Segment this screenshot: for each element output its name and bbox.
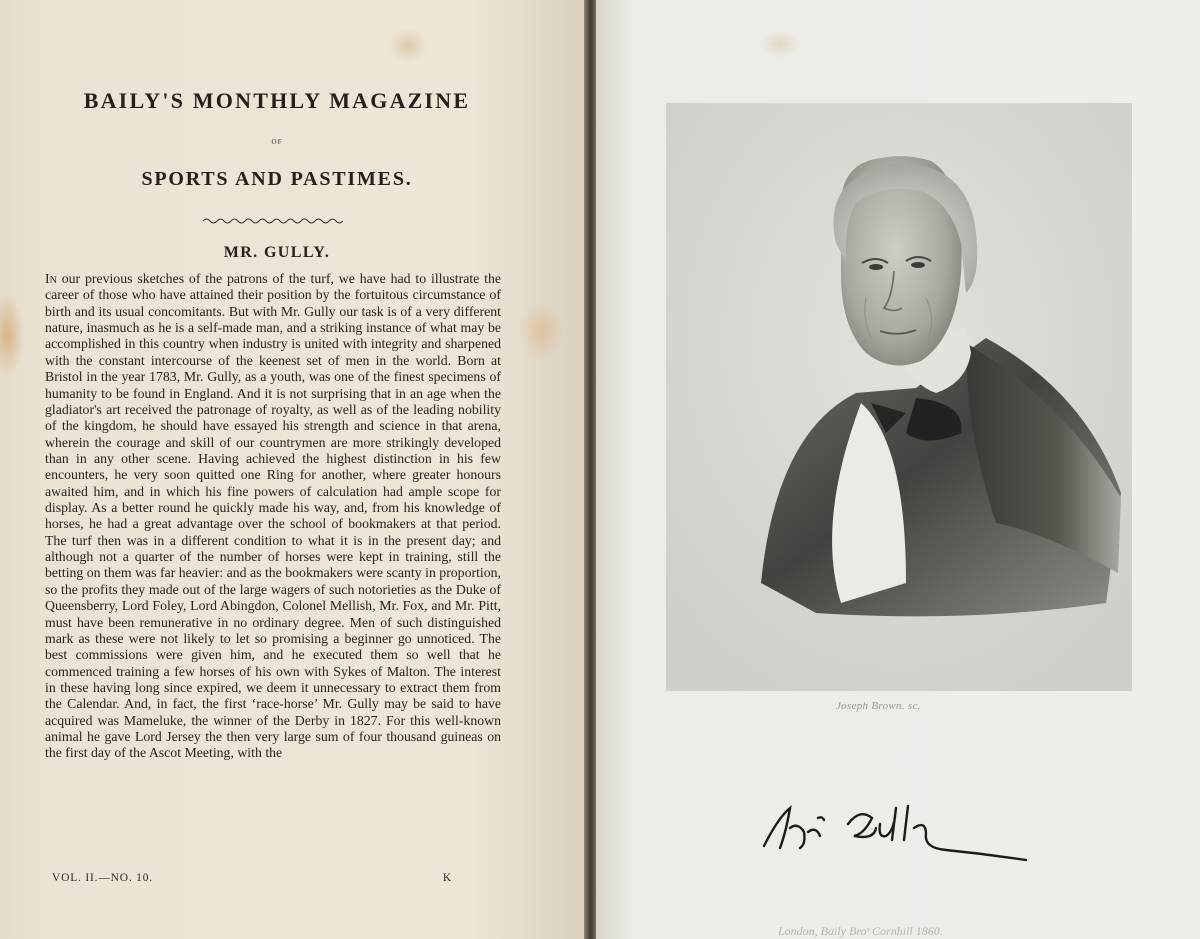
foxing-stain <box>0 292 24 378</box>
signature-mark: K <box>442 872 452 884</box>
handwritten-signature <box>756 788 1036 868</box>
foxing-stain <box>388 28 428 62</box>
article-body-text: our previous sketches of the patrons of the turf, we have had to illustrate the career of those who have attained their position by the fortuitous circumstance of birth and its usual concomitants. But with Mr. Gully our task is of a very different nature, inasmuch as he is a self-made man, and a striking instance of what may be accomplished in this country when industry is united with integrity and sharpened with the constant intercourse of the keenest set of men in the world. Born at Bristol in the year 1783, Mr. Gully, as a youth, was one of the finest specimens of humanity to be found in England. And it is not surprising that in an age when the gladiator's art received the patronage of royalty, as well as of the leading nobility of the kingdom, he should have essayed his strength and science in that arena, wherein the courage and skill of our countrymen are more strikingly developed than in any other scene. Having achieved the highest distinction in his few encounters, he very soon quitted one Ring for another, where greater honours awaited him, and in which his fine powers of calculation had ample scope for display. As a better round he quickly made his way, and, from his knowledge of horses, he had a great advantage over the school of bookmakers at that period. The turf then was in a different condition to what it is in the present day; and although not a quarter of the number of horses were kept in training, still the betting on them was far heavier: and as the bookmakers were scanty in proportion, so the profits they made out of the large wagers of such notorieties as the Duke of Queensberry, Lord Foley, Lord Abingdon, Colonel Mellish, Mr. Fox, and Mr. Pitt, must have been remunerative in no ordinary degree. Men of such distinguished mark as these were not likely to let so promising a beginner go unnoticed. The best commissions were given him, and he executed them so well that he commenced training a few horses of his own with Sykes of Malton. The interest in these having long since expired, we deem it unnecessary to extract them from the Calendar. And, in fact, the first ‘race-horse’ Mr. Gully may be said to have acquired was Mameluke, the winner of the Derby in 1827. For this well-known animal he gave Lord Jersey the then very large sum of four thousand guineas on the first day of the Ascot Meeting, with the <box>45 271 501 761</box>
title-connector: OF <box>271 138 283 146</box>
volume-number: VOL. II.—NO. 10. <box>52 872 153 884</box>
publisher-line: London, Baily Broˢ Cornhill 1860. <box>778 924 943 938</box>
article-title: MR. GULLY. <box>223 244 331 261</box>
engraver-credit: Joseph Brown. sc. <box>836 700 921 712</box>
portrait-engraving <box>666 103 1132 691</box>
lead-word: In <box>45 271 57 286</box>
page-footer <box>52 872 452 888</box>
decorative-rule <box>203 216 343 226</box>
left-page <box>0 0 588 939</box>
magazine-title: BAILY'S MONTHLY MAGAZINE <box>83 88 471 113</box>
foxing-stain <box>760 30 800 58</box>
magazine-subtitle: SPORTS AND PASTIMES. <box>141 168 413 190</box>
foxing-stain <box>520 300 564 362</box>
portrait-image <box>666 103 1132 691</box>
article-body <box>45 271 501 762</box>
